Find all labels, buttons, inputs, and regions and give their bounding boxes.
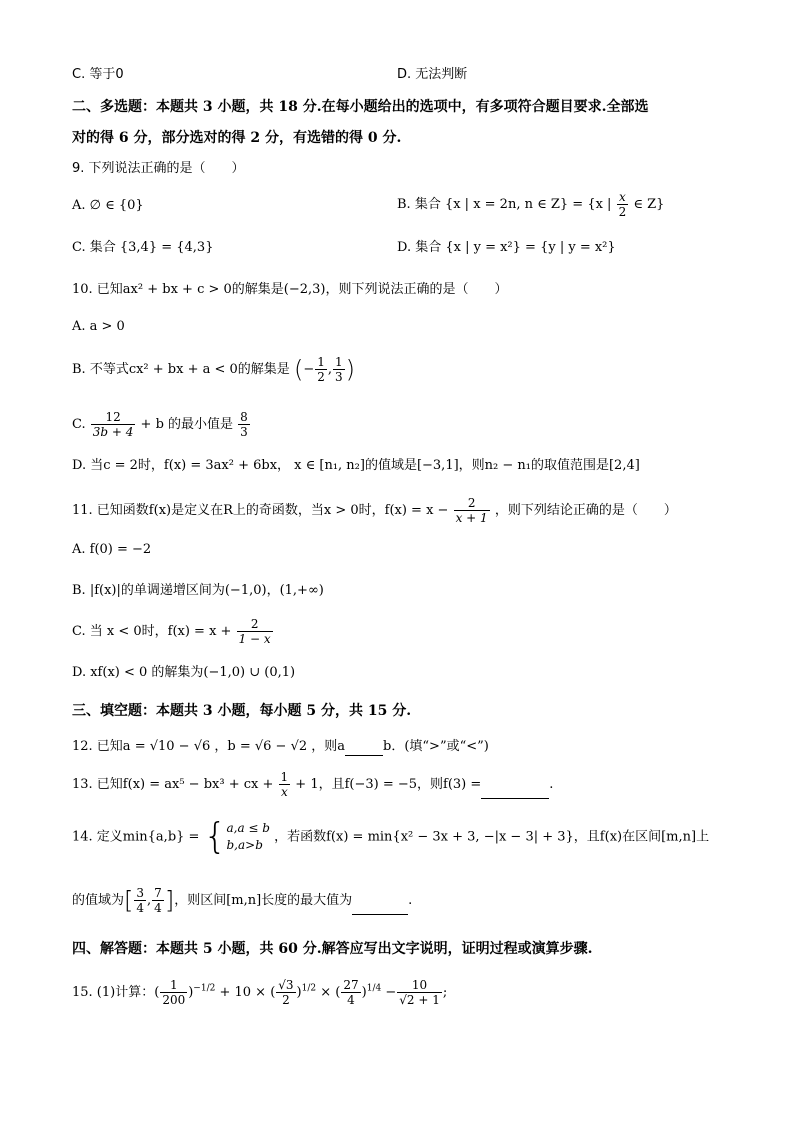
q14-range-text-end: ，则区间[m,n]长度的最大值为 [174,893,353,908]
q13-text-end: . [549,777,554,792]
fraction-12-over-3b4: $\frac{12}{3b + 4}$ [92,410,134,439]
paren-open: ( [293,355,304,384]
q14-answer-blank[interactable] [352,900,408,915]
brace-icon: { [203,816,227,857]
fraction-10-over-sqrt2: $\frac{10}{√2 + 1}$ [399,978,440,1007]
q15-text: 15. (1)计算： [72,985,155,1000]
q11-stem-text: 11. 已知函数f(x)是定义在R上的奇函数，当x > 0时，f(x) = x − [72,503,449,518]
fraction-1-over-200: $\frac{1}{200}$ [162,978,186,1007]
fraction-one-half: $\frac{1}{2}$ [317,355,325,384]
bracket-open: [ [124,886,134,915]
q13-stem [72,770,553,799]
paren-close: ) [345,355,356,384]
q11-stem [72,496,677,525]
q15-stem: 15. (1)计算：( $\frac{1}{200}$ )$^{-1/2}$ + 10 × ( $\frac{√3}{2}$ )$^{1/2}$ × ( $\frac{27}{4}$ )$^{1/4}$ − $\frac{10}{√2 + 1}$ ; [72,978,448,1007]
q15-mid2: × ( [320,985,341,1000]
fraction-3-over-4: $\frac{3}{4}$ [136,886,145,915]
exponent-neg-half: −1/2 [193,983,216,994]
fraction-1-over-x: $\frac{1}{x}$ [280,770,289,799]
fraction-7-over-4: $\frac{7}{4}$ [154,886,162,915]
q9-option-c: C. 集合 {3,4} = {4,3} [72,240,214,255]
exponent-quarter: 1/4 [366,983,382,994]
fraction-8-over-3: $\frac{8}{3}$ [240,410,248,439]
section-2-heading: 二、多选题：本题共 3 小题，共 18 分.在每小题给出的选项中，有多项符合题目要求.全部选 [72,99,649,115]
q9-option-a: A. ∅ ∈ {0} [72,198,144,213]
q10-option-b: B. 不等式cx² + bx + a < 0的解集是 (− $\frac{1}{2}$ , $\frac{1}{3}$ ) [72,355,356,384]
q11-option-b: B. |f(x)|的单调递增区间为(−1,0)，(1,+∞) [72,583,324,598]
q14-stem-cont: 的值域为[ $\frac{3}{4}$ , $\frac{7}{4}$ ]，则区间[m,n]长度的最大值为 . [72,886,413,915]
q10-option-d: D. 当c = 2时，f(x) = 3ax² + 6bx， x ∈ [n₁, n₂]的值域是[−3,1]，则n₂ − n₁的取值范围是[2,4] [72,458,640,473]
q10-option-b-text: B. 不等式cx² + bx + a < 0的解集是 [72,362,290,377]
q10-option-c-label: C. [72,417,86,432]
section-4-heading: 四、解答题：本题共 5 小题，共 60 分.解答应写出文字说明，证明过程或演算步骤. [72,941,593,957]
q8-option-c: C. 等于0 [72,67,124,82]
q10-option-a: A. a > 0 [72,319,125,334]
q13-text: 13. 已知f(x) = ax⁵ − bx³ + cx + [72,777,274,792]
q11-option-c-text: C. 当 x < 0时，f(x) = x + [72,624,232,639]
bracket-close: ] [164,886,175,915]
q10-option-c [72,410,251,439]
q8-option-d: D. 无法判断 [397,67,468,82]
exponent-half: 1/2 [301,983,317,994]
fraction-x-over-2: $\frac{x}{2}$ [618,190,627,219]
q11-option-a: A. f(0) = −2 [72,542,152,557]
q12-stem [72,738,489,756]
q9-option-b-text: B. 集合 {x | x = 2n, n ∈ Z} = {x | [397,197,612,212]
q9-option-d: D. 集合 {x | y = x²} = {y | y = x²} [397,240,616,255]
q14-range-text: 的值域为 [72,893,125,908]
fraction-one-third: $\frac{1}{3}$ [335,355,343,384]
q12-text-end: b．(填“>”或“<”) [383,739,489,754]
section-3-heading: 三、填空题：本题共 3 小题，每小题 5 分，共 15 分. [72,703,412,719]
q9-stem: 9. 下列说法正确的是（ ） [72,161,245,176]
section-2-heading-cont: 对的得 6 分，部分选对的得 2 分，有选错的得 0 分. [72,130,402,146]
q12-answer-blank[interactable] [345,741,383,756]
q10-option-c-text: + b 的最小值是 [140,417,234,432]
fraction-27-over-4: $\frac{27}{4}$ [343,978,359,1007]
q11-option-c [72,617,274,646]
fraction-2-over-x1: $\frac{2}{x + 1}$ [455,496,488,525]
q14-cases: a,a ≤ b b,a>b [226,821,270,852]
q14-text-period: . [408,893,413,908]
fraction-2-over-1x: $\frac{2}{1 - x}$ [238,617,271,646]
q9-option-b-text-end: ∈ Z} [633,197,665,212]
q13-answer-blank[interactable] [481,784,549,799]
q13-text-mid: + 1，且f(−3) = −5，则f(3) = [295,777,482,792]
q15-mid1: + 10 × ( [219,985,276,1000]
fraction-sqrt3-over-2: $\frac{√3}{2}$ [278,978,294,1007]
q14-text-end: ，若函数f(x) = min{x² − 3x + 3, −|x − 3| + 3}，且f(x)在区间[m,n]上 [274,829,710,845]
q15-mid3: − [385,985,397,1000]
q15-end: ; [442,985,448,1000]
q11-stem-text-end: ，则下列结论正确的是（ ） [494,503,677,518]
q10-stem: 10. 已知ax² + bx + c > 0的解集是(−2,3)，则下列说法正确的是（ ） [72,282,508,297]
q14-stem [72,816,710,857]
q11-option-d: D. xf(x) < 0 的解集为(−1,0) ∪ (0,1) [72,665,296,680]
q12-text: 12. 已知a = √10 − √6 ，b = √6 − √2 ，则a [72,739,346,754]
q9-option-b [397,190,664,219]
q14-text: 14. 定义min{a,b} = [72,829,200,845]
